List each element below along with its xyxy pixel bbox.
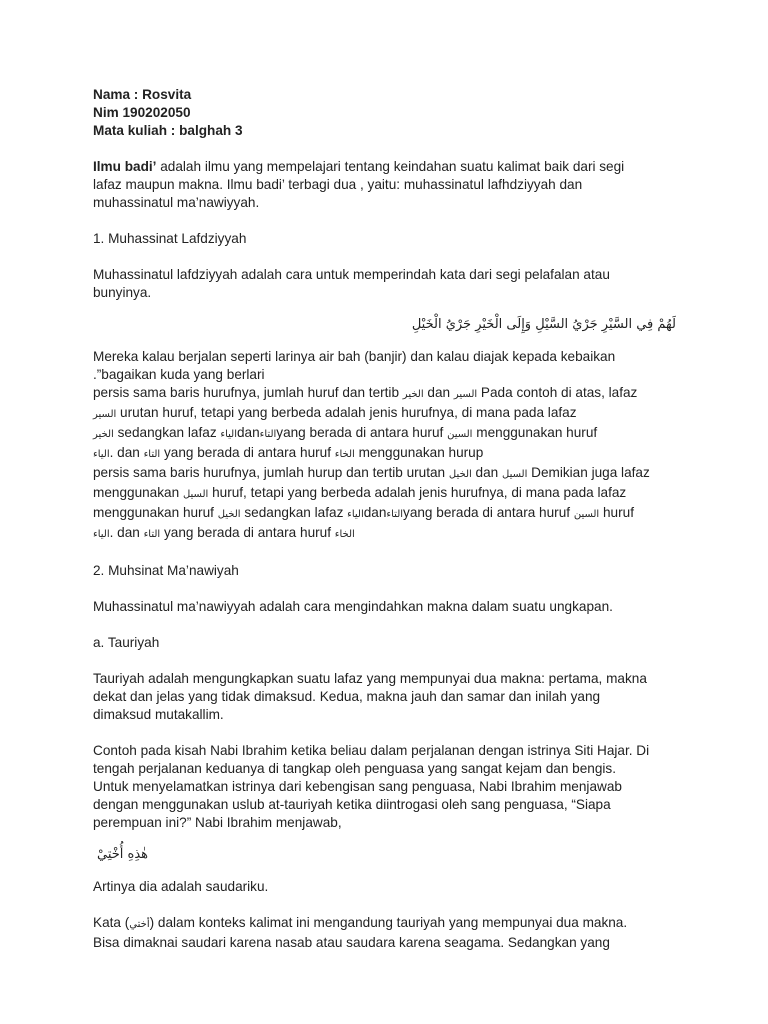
arabic-word: السير <box>93 409 117 420</box>
arabic-word: الخاء <box>334 449 355 460</box>
example-line-3: Untuk menyelamatkan istrinya dari kebengisan sang penguasa, Nabi Ibrahim menjawab <box>93 779 622 794</box>
student-nim: Nim 190202050 <box>93 105 191 120</box>
spacer <box>93 302 678 314</box>
section1-def-line-2: bunyinya. <box>93 285 152 300</box>
expl-line-4: السير urutan huruf, tetapi yang berbeda adalah jenis hurufnya, di mana pada lafaz <box>93 405 577 420</box>
arabic-word: الياء <box>93 449 110 460</box>
arabic-word: الخير <box>93 429 114 440</box>
arabic-word: التاء <box>259 429 277 440</box>
tauriyah-heading: a. Tauriyah <box>93 635 160 650</box>
arabic-word: الخيل <box>217 509 241 520</box>
example-line-2: tengah perjalanan keduanya di tangkap oleh penguasa yang sangat kejam dan bengis. <box>93 761 617 776</box>
expl-line-7: persis sama baris hurufnya, jumlah hurup dan tertib urutan الخيل dan السيل Demikian juga lafaz <box>93 465 650 480</box>
spacer <box>93 896 678 914</box>
intro-term: Ilmu badi’ <box>93 159 157 174</box>
arabic-answer: هٰذِهِ أُخْتِيْ <box>97 847 149 862</box>
arabic-word: التاء <box>386 509 404 520</box>
arabic-word: التاء <box>143 529 161 540</box>
spacer <box>93 832 678 844</box>
expl-line-2: .”bagaikan kuda yang berlari <box>93 367 265 382</box>
expl-line-9: menggunakan huruf الخيل sedangkan lafaz الياءdanالتاءyang berada di antara huruf السين huruf <box>93 505 634 520</box>
kata-line-1: Kata (أختي) dalam konteks kalimat ini mengandung tauriyah yang mempunyai dua makna. <box>93 915 628 930</box>
intro-line-1: adalah ilmu yang mempelajari tentang keindahan suatu kalimat baik dari segi <box>156 159 625 174</box>
meaning-line: Artinya dia adalah saudariku. <box>93 879 269 894</box>
arabic-word: السين <box>447 429 473 440</box>
student-name: Nama : Rosvita <box>93 87 192 102</box>
expl-line-6: الياء. dan التاء yang berada di antara huruf الخاء menggunakan hurup <box>93 445 484 460</box>
arabic-word: الياء <box>93 529 110 540</box>
expl-line-3: persis sama baris hurufnya, jumlah huruf dan tertib الخير dan السير Pada contoh di atas, lafaz <box>93 385 638 400</box>
arabic-word: الخير <box>402 389 424 400</box>
example-line-4: dengan menggunakan uslub at-tauriyah ketika diintrogasi oleh sang penguasa, “Siapa <box>93 797 611 812</box>
intro-line-3: muhassinatul ma’nawiyyah. <box>93 195 260 210</box>
tauriyah-line-3: dimaksud mutakallim. <box>93 707 224 722</box>
spacer <box>93 212 678 230</box>
expl-line-10: الياء. dan التاء yang berada di antara huruf الخاء <box>93 525 355 540</box>
spacer <box>93 616 678 634</box>
intro-line-2: lafaz maupun makna. Ilmu badi’ terbagi dua , yaitu: muhassinatul lafhdziyyah dan <box>93 177 583 192</box>
spacer <box>93 652 678 670</box>
arabic-word: السيل <box>182 489 209 500</box>
kata-paragraph <box>93 914 678 952</box>
spacer <box>93 248 678 266</box>
spacer <box>93 336 678 348</box>
arabic-word: أختي <box>129 919 150 930</box>
arabic-word: السير <box>453 389 478 400</box>
arabic-word: الياء <box>220 429 237 440</box>
example-line-5: perempuan ini?” Nabi Ibrahim menjawab, <box>93 815 342 830</box>
example-paragraph <box>93 742 678 832</box>
tauriyah-definition <box>93 670 678 724</box>
spacer <box>93 580 678 598</box>
section1-def-line-1: Muhassinatul lafdziyyah adalah cara untuk memperindah kata dari segi pelafalan atau <box>93 267 610 282</box>
section2-definition: Muhassinatul ma’nawiyyah adalah cara mengindahkan makna dalam suatu ungkapan. <box>93 599 613 614</box>
section1-definition <box>93 266 678 302</box>
section1-heading: 1. Muhassinat Lafdziyyah <box>93 231 247 246</box>
spacer <box>93 724 678 742</box>
arabic-word: الخيل <box>448 469 472 480</box>
spacer <box>93 544 678 562</box>
course-name: Mata kuliah : balghah 3 <box>93 123 243 138</box>
kata-line-2: Bisa dimaknai saudari karena nasab atau saudara karena seagama. Sedangkan yang <box>93 935 610 950</box>
tauriyah-line-1: Tauriyah adalah mengungkapkan suatu lafaz yang mempunyai dua makna: pertama, makna <box>93 671 647 686</box>
intro-paragraph <box>93 158 678 212</box>
tauriyah-line-2: dekat dan jelas yang tidak dimaksud. Kedua, makna jauh dan samar dan inilah yang <box>93 689 601 704</box>
section1-explanation <box>93 348 678 544</box>
expl-line-5: الخير sedangkan lafaz الياءdanالتاءyang berada di antara huruf السين menggunakan huruf <box>93 425 598 440</box>
arabic-word: التاء <box>143 449 161 460</box>
expl-line-8: menggunakan السيل huruf, tetapi yang berbeda adalah jenis hurufnya, di mana pada lafaz <box>93 485 627 500</box>
arabic-word: الخاء <box>334 529 355 540</box>
example-line-1: Contoh pada kisah Nabi Ibrahim ketika beliau dalam perjalanan dengan istrinya Siti Hajar. Di <box>93 743 650 758</box>
arabic-word: الياء <box>347 509 364 520</box>
spacer <box>93 140 678 158</box>
spacer <box>93 866 678 878</box>
arabic-example: لَهُمْ فِي السَّيْرِ جَرْيُ السَّيْلِ وَإِلَى الْخَيْرِ جَرْيُ الْخَيْلِ <box>411 317 676 332</box>
arabic-word: السين <box>573 509 600 520</box>
expl-line-1: Mereka kalau berjalan seperti larinya air bah (banjir) dan kalau diajak kepada kebaikan <box>93 349 616 364</box>
section2-heading: 2. Muhsinat Ma’nawiyah <box>93 563 239 578</box>
arabic-word: السيل <box>502 469 528 480</box>
